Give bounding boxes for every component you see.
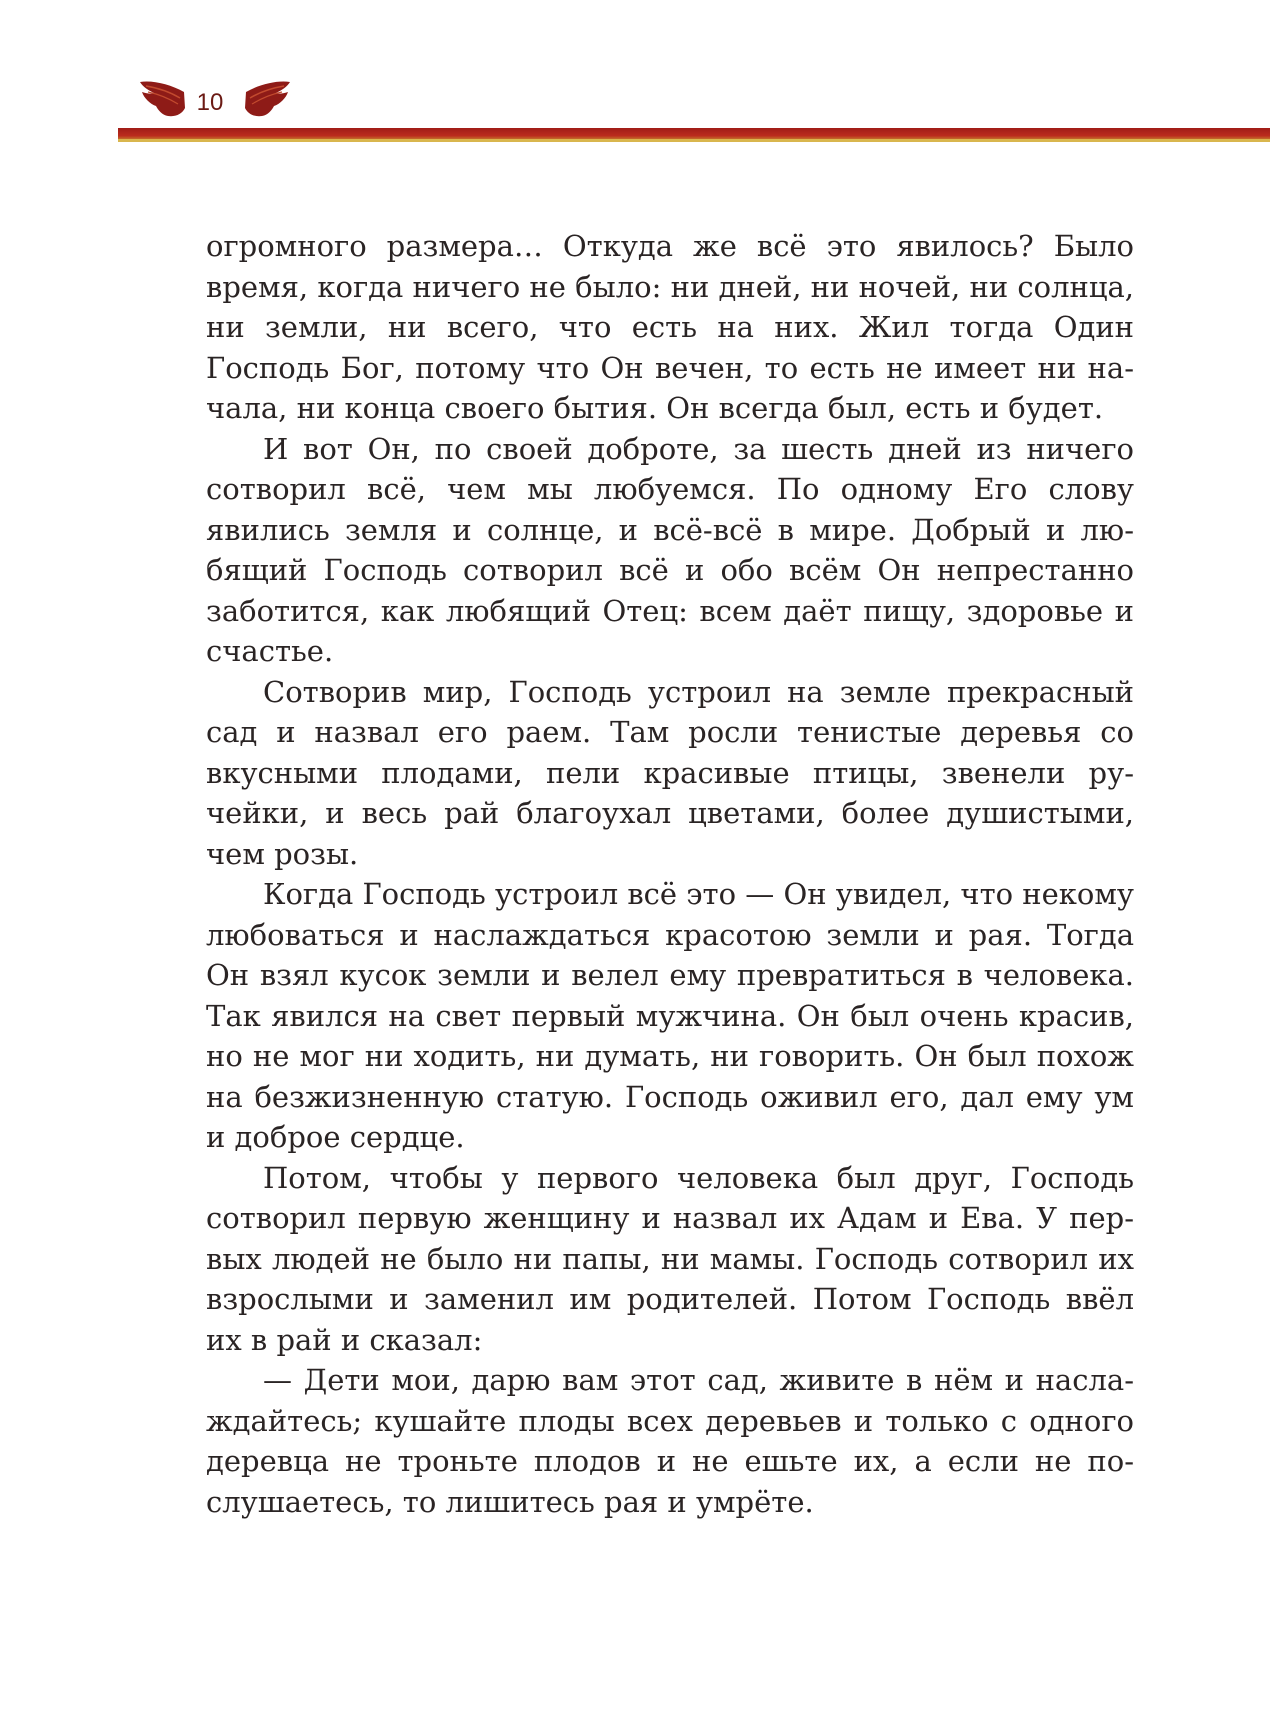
page-number: 10 — [196, 89, 224, 116]
page-header — [0, 0, 1270, 160]
right-wing-icon — [244, 80, 290, 118]
paragraph-1: огромного размера… Откуда же всё это явилось? Было время, когда ничего не было: ни дней, ни ночей, ни солнца, ни земли, ни всего, что есть на них. Жил тогда Один Господь Бог, потому что Он вечен, то есть не имеет ни начала, ни конца своего бытия. Он всегда был, есть и будет. — [206, 229, 1134, 425]
paragraph-6: — Дети мои, дарю вам этот сад, живите в нём и наслаждайтесь; кушайте плоды всех деревьев и только с одного деревца не троньте плодов и не ешьте их, а если не послушаетесь, то лишитесь рая и умрёте. — [206, 1363, 1134, 1519]
left-wing-icon — [140, 80, 186, 118]
paragraph-2: И вот Он, по своей доброте, за шесть дней из ничего сотворил всё, чем мы любуемся. По одному Его слову явились земля и солнце, и всё-всё в мире. Добрый и любящий Господь сотворил всё и обо всём Он непрестанно заботится, как любящий Отец: всем даёт пищу, здоровье и счастье. — [206, 431, 1134, 668]
paragraph-5: Потом, чтобы у первого человека был друг, Господь сотворил первую женщину и назвал их Адам и Ева. У первых людей не было ни папы, ни мамы. Господь сотворил их взрослыми и заменил им родителей. Потом Господь ввёл их в рай и сказал: — [206, 1160, 1134, 1357]
body-text — [206, 226, 1134, 1522]
paragraph-4: Когда Господь устроил всё это — Он увидел, что некому любоваться и наслаждаться красотою земли и рая. Тогда Он взял кусок земли и велел ему превратиться в человека. Так явился на свет первый мужчина. Он был очень красив, но не мог ни ходить, ни думать, ни говорить. Он был похож на безжизненную статую. Господь оживил его, дал ему ум и доброе сердце. — [206, 877, 1134, 1154]
decorative-header-band — [118, 128, 1270, 142]
paragraph-3: Сотворив мир, Господь устроил на земле прекрасный сад и назвал его раем. Там росли тенистые деревья со вкусными плодами, пели красивые птицы, звенели ручейки, и весь рай благоухал цветами, более душистыми, чем розы. — [206, 674, 1134, 871]
